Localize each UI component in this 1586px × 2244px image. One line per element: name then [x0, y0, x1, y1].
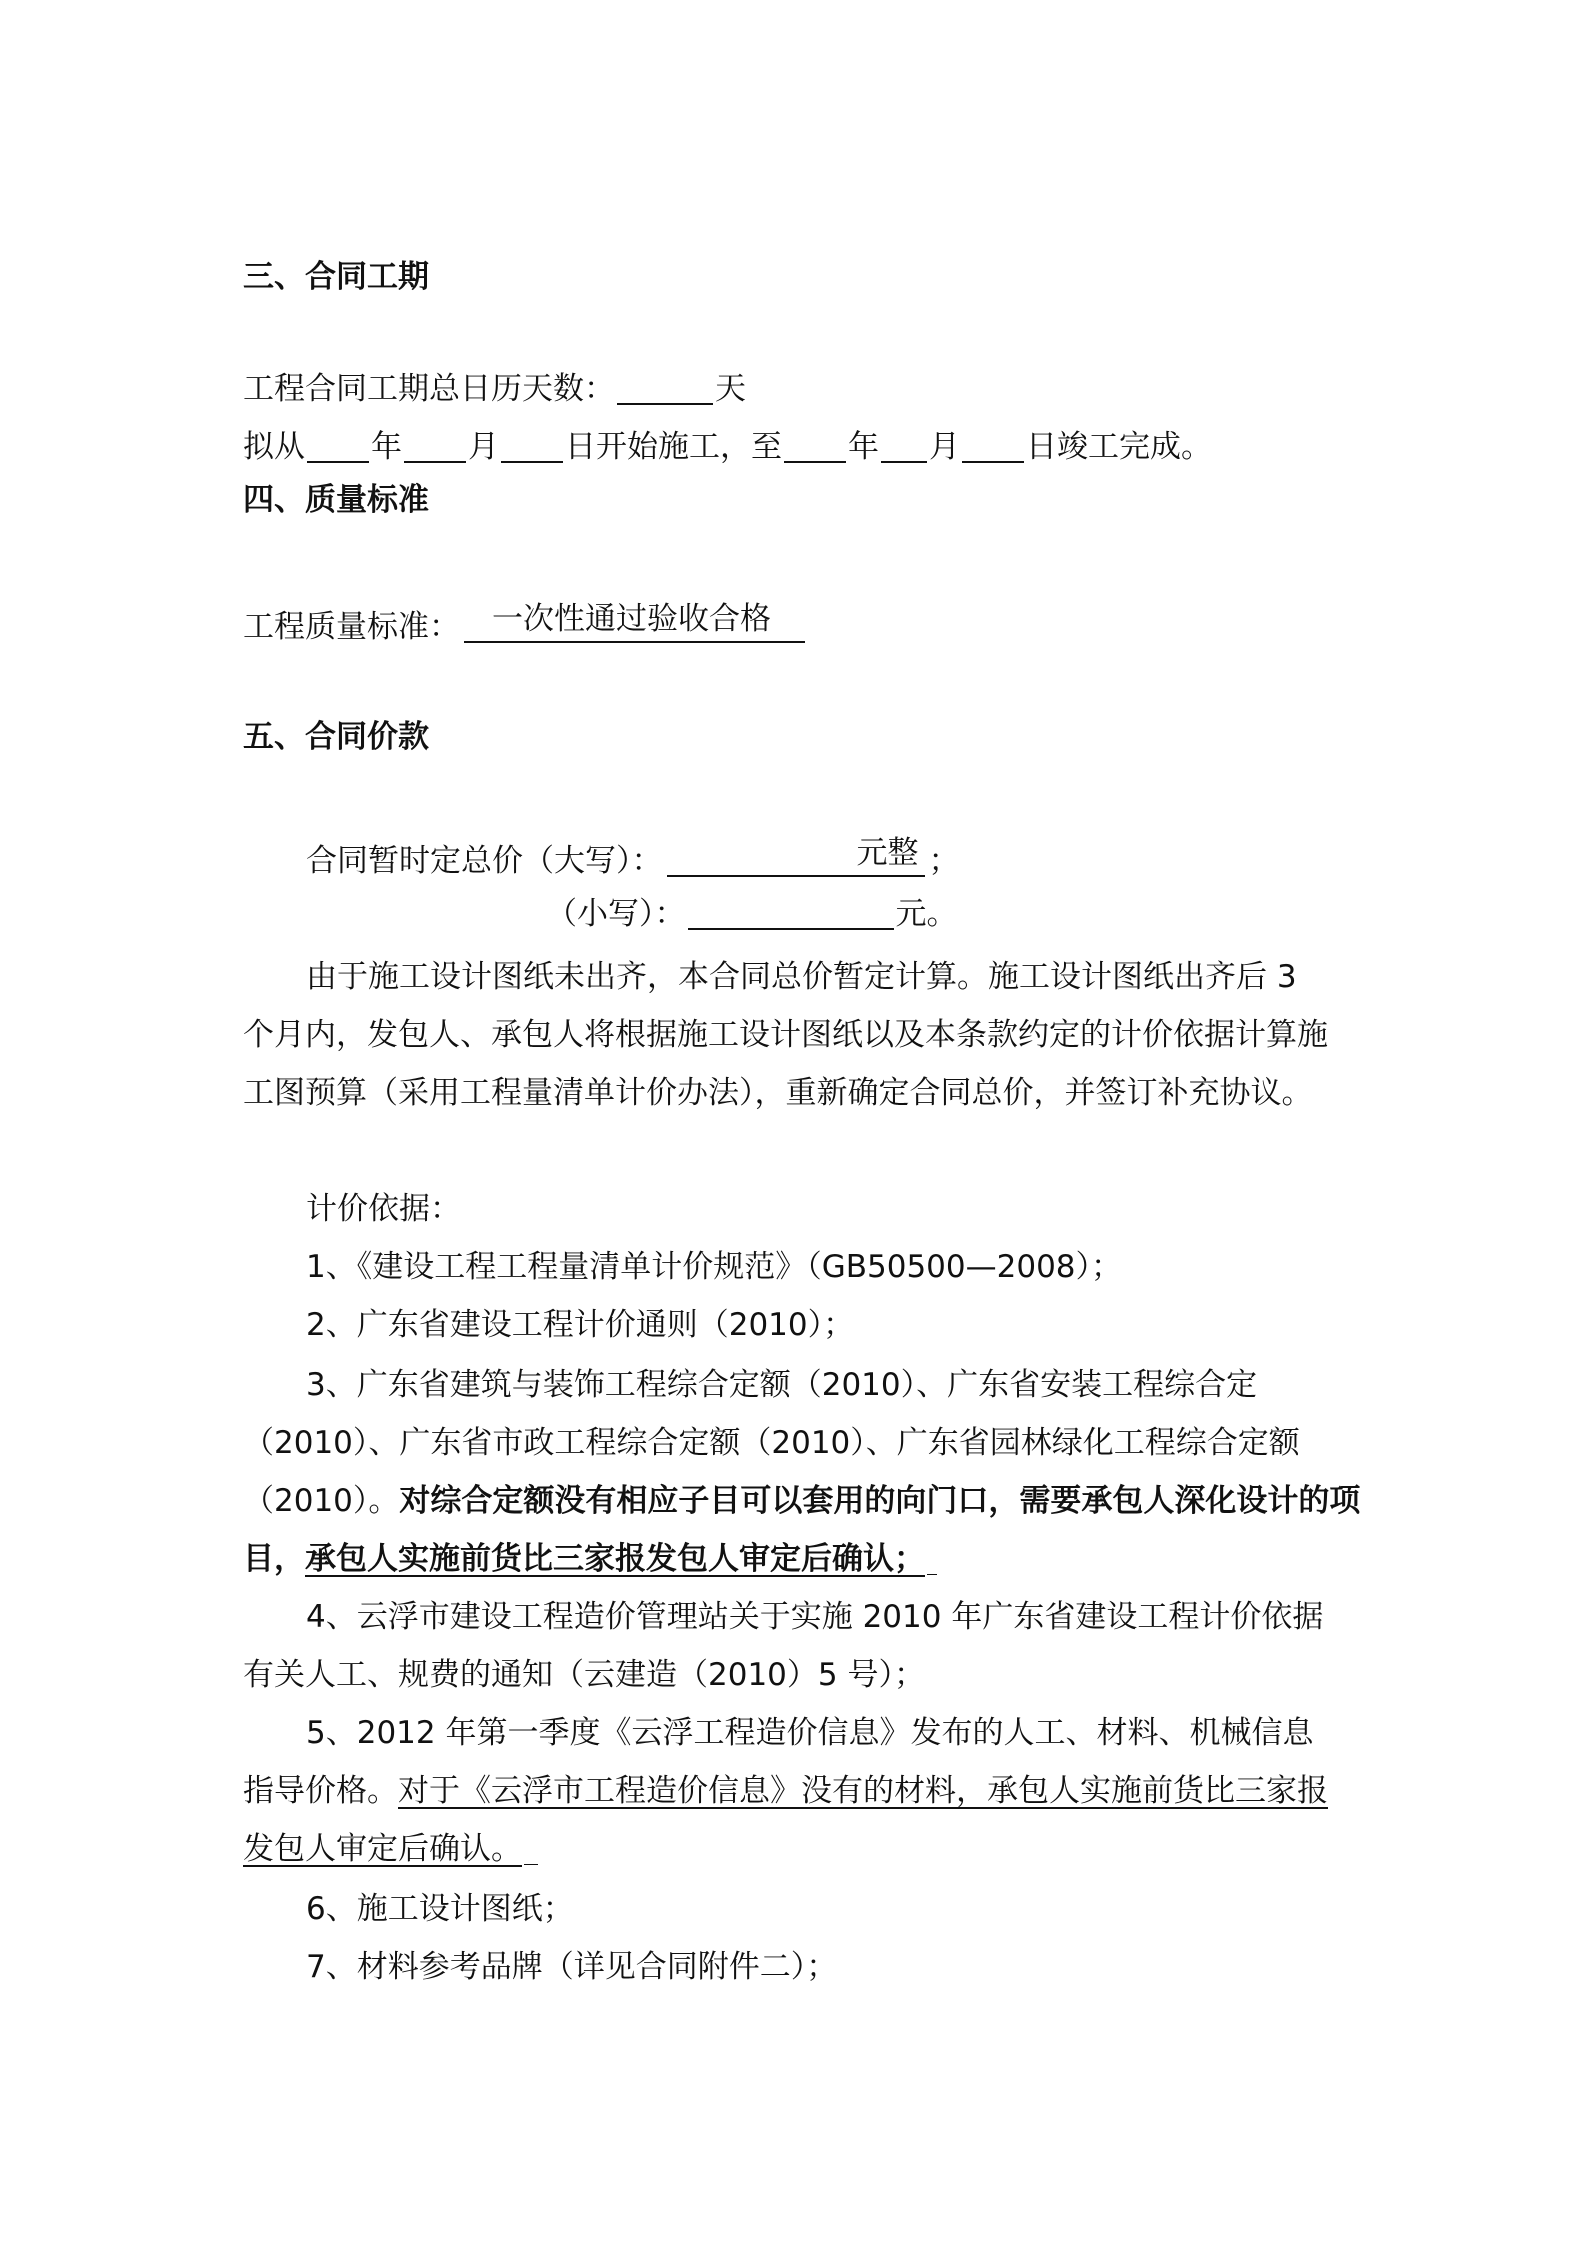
- basis-item-3-line-4: [243, 1541, 939, 1577]
- basis-item-3-underline-tail: [927, 1552, 937, 1575]
- start-day-blank[interactable]: [501, 431, 563, 463]
- basis-item-1: 1、《建设工程工程量清单计价规范》（GB50500—2008）；: [306, 1249, 1123, 1285]
- para-text-1: 由于施工设计图纸未出齐，本合同总价暂定计算。施工设计图纸出齐后 3: [306, 959, 1297, 995]
- basis-item-3-bold-text: 对综合定额没有相应子目可以套用的向门口，需要承包人深化设计的项: [399, 1483, 1361, 1519]
- price-lower-unit: 元。: [895, 896, 958, 932]
- end-day-text: 日竣工完成。: [1026, 429, 1212, 465]
- start-year-blank[interactable]: [307, 431, 369, 463]
- end-month-blank[interactable]: [881, 431, 927, 463]
- para-line-1: [306, 959, 1352, 995]
- price-upper-line: [306, 835, 960, 879]
- quality-value: 一次性通过验收合格: [464, 604, 805, 643]
- basis-item-4-line-2: 有关人工、规费的通知（云建造（2010）5 号）；: [243, 1657, 925, 1693]
- start-month-label: 月: [468, 429, 499, 465]
- basis-label: 计价依据：: [306, 1191, 461, 1227]
- end-year-label: 年: [848, 429, 879, 465]
- quality-label: 工程质量标准：: [243, 609, 460, 645]
- schedule-line: [243, 431, 1212, 463]
- basis-item-5-line-1: 5、2012 年第一季度《云浮工程造价信息》发布的人工、材料、机械信息: [306, 1715, 1314, 1751]
- basis-item-6: 6、施工设计图纸；: [306, 1891, 574, 1927]
- basis-item-7: 7、材料参考品牌（详见合同附件二）；: [306, 1949, 838, 1985]
- basis-item-3-year: （2010）。: [243, 1483, 400, 1519]
- para-line-3: 工图预算（采用工程量清单计价办法），重新确定合同总价，并签订补充协议。: [243, 1075, 1313, 1111]
- duration-line: [243, 373, 746, 405]
- basis-item-3-line-2: （2010）、广东省市政工程综合定额（2010）、广东省园林绿化工程综合定额: [243, 1425, 1300, 1461]
- start-day-text: 日开始施工，至: [565, 429, 782, 465]
- basis-item-5-line-2: [243, 1773, 1328, 1809]
- basis-item-4-line-1: 4、云浮市建设工程造价管理站关于实施 2010 年广东省建设工程计价依据: [306, 1599, 1324, 1635]
- price-upper-value: 元整: [667, 838, 925, 877]
- end-day-blank[interactable]: [962, 431, 1024, 463]
- section5-heading: 五、合同价款: [243, 719, 429, 755]
- basis-item-5-underline-end: [524, 1842, 538, 1865]
- end-month-label: 月: [929, 429, 960, 465]
- end-year-blank[interactable]: [784, 431, 846, 463]
- basis-item-5-line-3: [243, 1831, 540, 1867]
- basis-item-3-line-3: [243, 1483, 1361, 1519]
- duration-unit: 天: [715, 371, 746, 407]
- para-line-2: 个月内，发包人、承包人将根据施工设计图纸以及本条款约定的计价依据计算施: [243, 1017, 1328, 1053]
- quality-line: [243, 601, 809, 645]
- price-upper-label: 合同暂时定总价（大写）：: [306, 843, 663, 879]
- basis-item-3-underlined: 承包人实施前货比三家报发包人审定后确认；: [305, 1541, 925, 1577]
- section4-heading: 四、质量标准: [243, 482, 429, 518]
- schedule-prefix: 拟从: [243, 429, 305, 465]
- price-upper-end: ；: [928, 843, 960, 879]
- basis-item-5-text: 指导价格。: [243, 1773, 398, 1809]
- price-lower-label: （小写）：: [546, 896, 686, 932]
- basis-item-3-line-1: 3、广东省建筑与装饰工程综合定额（2010）、广东省安装工程综合定: [306, 1367, 1258, 1403]
- start-year-label: 年: [371, 429, 402, 465]
- duration-blank[interactable]: [617, 373, 713, 405]
- duration-label: 工程合同工期总日历天数：: [243, 371, 615, 407]
- start-month-blank[interactable]: [404, 431, 466, 463]
- price-lower-line: [546, 898, 958, 930]
- basis-item-5-underlined: 对于《云浮市工程造价信息》没有的材料，承包人实施前货比三家报: [398, 1773, 1328, 1809]
- price-lower-blank[interactable]: [688, 898, 894, 930]
- basis-item-3-bold-tail: 目，: [243, 1541, 305, 1577]
- basis-item-5-underlined-tail: 发包人审定后确认。: [243, 1831, 522, 1867]
- basis-item-2: 2、广东省建设工程计价通则（2010）；: [306, 1307, 855, 1343]
- section3-heading: 三、合同工期: [243, 259, 429, 295]
